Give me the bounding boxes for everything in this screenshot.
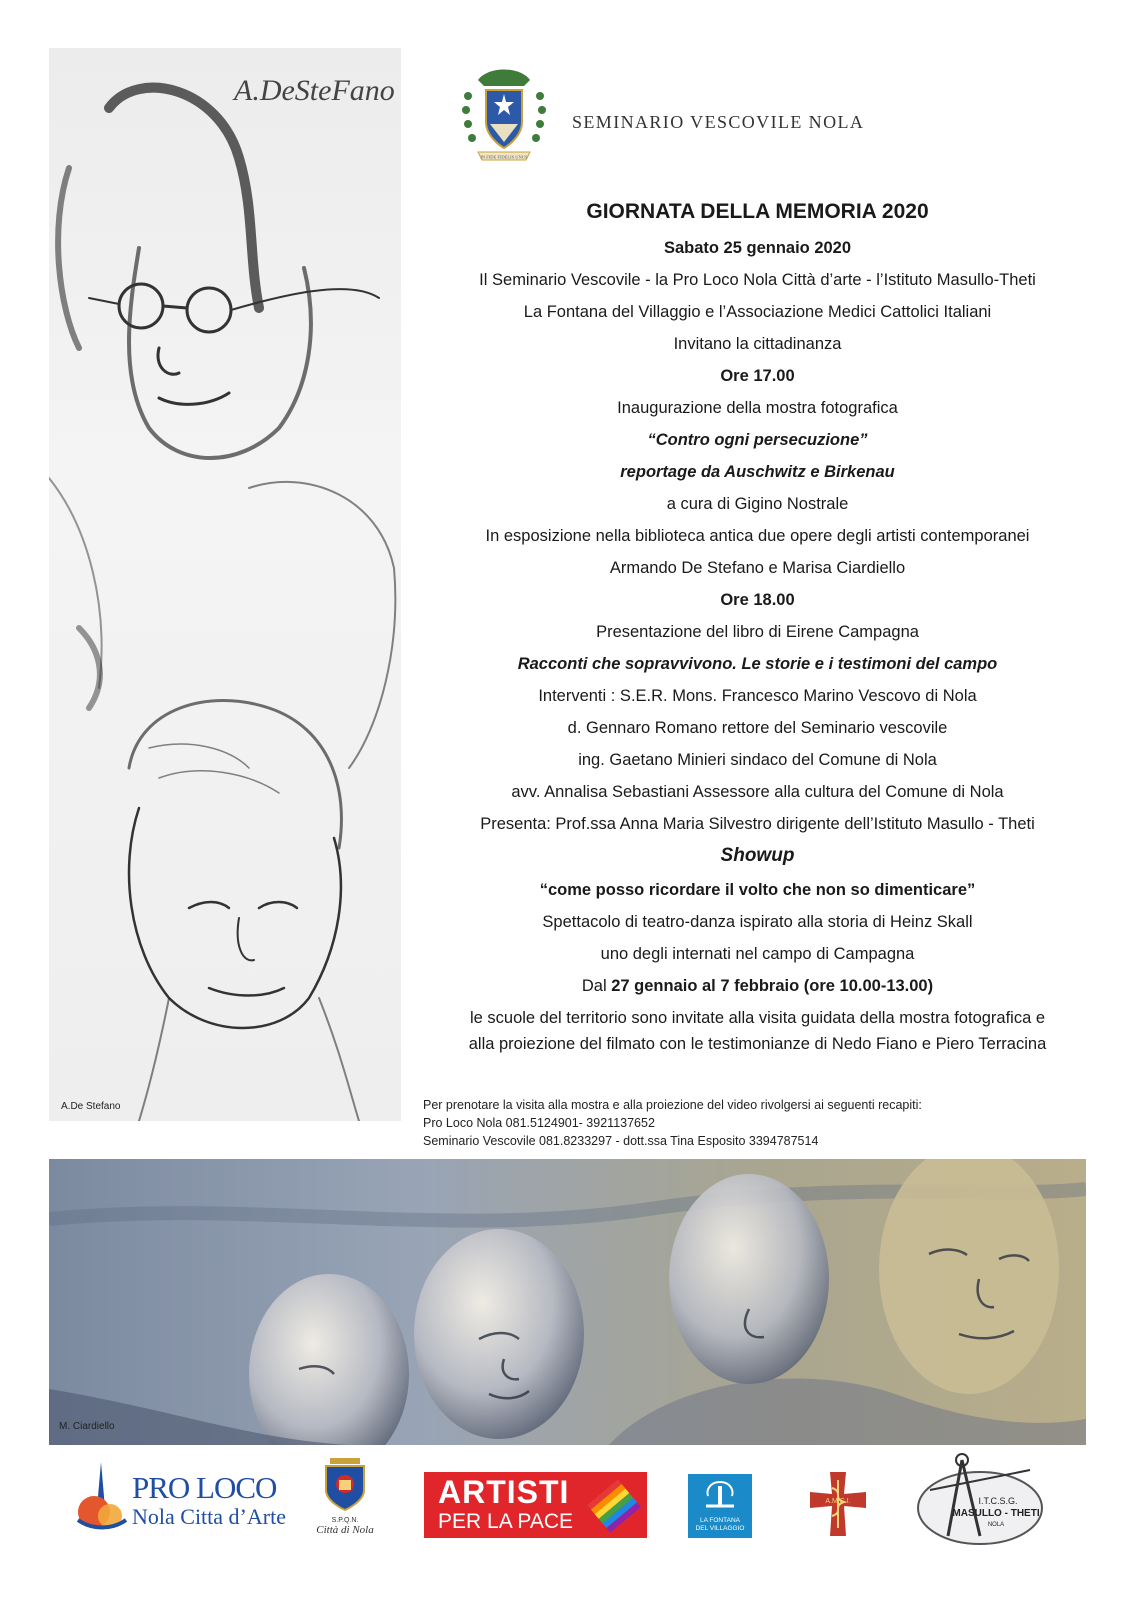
period-line — [405, 976, 1110, 996]
artisti-line-2: PER LA PACE — [438, 1510, 574, 1533]
itcg-masullo-theti-logo — [910, 1450, 1050, 1550]
event-title: GIORNATA DELLA MEMORIA 2020 — [586, 200, 929, 223]
proloco-logo — [132, 1470, 286, 1530]
schools-line-2: alla proiezione del filmato con le testimonianze di Nedo Fiano e Piero Terracina — [468, 1035, 1047, 1053]
svg-text:IN FIDE FIDELIS UNUS: IN FIDE FIDELIS UNUS — [480, 154, 528, 160]
time-second: Ore 18.00 — [720, 591, 795, 609]
fontana-line-1: LA FONTANA — [700, 1517, 740, 1524]
inauguration-text: Inaugurazione della mostra fotografica — [617, 399, 898, 417]
show-label: Showup — [720, 845, 795, 866]
artwork-ciardiello — [49, 1159, 1086, 1445]
contacts-intro: Per prenotare la visita alla mostra e alla proiezione del video rivolgersi ai seguenti recapiti: — [423, 1098, 922, 1112]
booking-contacts — [423, 1096, 922, 1150]
compass-emblem-icon — [910, 1450, 1050, 1550]
la-fontana-del-villaggio-logo — [688, 1474, 752, 1538]
curator-text: a cura di Gigino Nostrale — [666, 495, 849, 513]
citta-di-nola-label: Città di Nola — [316, 1524, 374, 1536]
contact-proloco: Pro Loco Nola 081.5124901- 3921137652 — [423, 1116, 655, 1130]
speaker-3: ing. Gaetano Minieri sindaco del Comune di Nola — [578, 751, 937, 769]
organizers-line-1: Il Seminario Vescovile - la Pro Loco Nola Città d’arte - l’Istituto Masullo-Theti — [479, 271, 1036, 289]
speaker-2: d. Gennaro Romano rettore del Seminario vescovile — [567, 719, 948, 737]
period-prefix: Dal — [581, 977, 612, 995]
amci-cross-icon — [806, 1468, 870, 1540]
sketch-faces-drawing — [49, 48, 401, 1121]
schools-line-1: le scuole del territorio sono invitate alla visita guidata della mostra fotografica e — [469, 1009, 1046, 1027]
show-description-1: Spettacolo di teatro-danza ispirato alla storia di Heinz Skall — [542, 913, 973, 931]
svg-text:NOLA: NOLA — [987, 1522, 1005, 1528]
display-line-1: In esposizione nella biblioteca antica due opere degli artisti contemporanei — [485, 527, 1030, 545]
episcopal-crest-icon — [458, 66, 550, 172]
show-title: “come posso ricordare il volto che non so dimenticare” — [539, 881, 976, 899]
show-description-2: uno degli internati nel campo di Campagna — [600, 945, 915, 963]
proloco-name: PRO LOCO — [132, 1470, 277, 1505]
display-line-2: Armando De Stefano e Marisa Ciardiello — [609, 559, 906, 577]
artisti-per-la-pace-logo — [424, 1472, 647, 1538]
svg-text:I.T.C.S.G.: I.T.C.S.G. — [978, 1496, 1018, 1506]
event-date: Sabato 25 gennaio 2020 — [663, 239, 852, 257]
exhibit-subtitle: reportage da Auschwitz e Birkenau — [620, 463, 895, 481]
book-title: Racconti che sopravvivono. Le storie e i testimoni del campo — [517, 655, 998, 673]
period-dates: 27 gennaio al 7 febbraio (ore 10.00-13.00) — [611, 977, 934, 995]
fontana-line-2: DEL VILLAGGIO — [695, 1525, 745, 1532]
artisti-line-1: ARTISTI — [438, 1474, 570, 1510]
artwork-de-stefano — [49, 48, 401, 1121]
amci-logo — [806, 1468, 870, 1540]
spqn-label: S.P.Q.N. — [331, 1517, 359, 1524]
time-first: Ore 17.00 — [720, 367, 795, 385]
citta-di-nola-logo — [310, 1450, 380, 1550]
artwork-credit-left: A.De Stefano — [61, 1101, 121, 1112]
nola-coat-of-arms-icon — [320, 1450, 370, 1512]
proloco-emblem-icon — [72, 1458, 130, 1538]
rainbow-flag-icon — [586, 1478, 642, 1534]
organizers-line-2: La Fontana del Villaggio e l’Associazione Medici Cattolici Italiani — [523, 303, 992, 321]
heads-painting — [49, 1159, 1086, 1445]
speaker-4: avv. Annalisa Sebastiani Assessore alla cultura del Comune di Nola — [511, 783, 1004, 801]
presenter-text: Presenta: Prof.ssa Anna Maria Silvestro dirigente dell’Istituto Masullo - Theti — [480, 815, 1035, 833]
invite-text: Invitano la cittadinanza — [673, 335, 842, 353]
speaker-1: Interventi : S.E.R. Mons. Francesco Marino Vescovo di Nola — [538, 687, 977, 705]
fountain-icon — [700, 1478, 740, 1512]
svg-text:A.DeSteFano: A.DeSteFano — [234, 74, 395, 107]
book-intro: Presentazione del libro di Eirene Campagna — [596, 623, 919, 641]
artwork-credit-bottom: M. Ciardiello — [59, 1421, 115, 1432]
proloco-subtitle: Nola Citta d’Arte — [132, 1504, 286, 1529]
svg-text:A.M.C.I.: A.M.C.I. — [825, 1498, 851, 1505]
institution-name: SEMINARIO VESCOVILE NOLA — [572, 112, 865, 132]
exhibit-title: “Contro ogni persecuzione” — [647, 431, 868, 449]
svg-text:MASULLO - THETI: MASULLO - THETI — [952, 1508, 1040, 1519]
contact-seminario: Seminario Vescovile 081.8233297 - dott.ssa Tina Esposito 3394787514 — [423, 1134, 819, 1148]
